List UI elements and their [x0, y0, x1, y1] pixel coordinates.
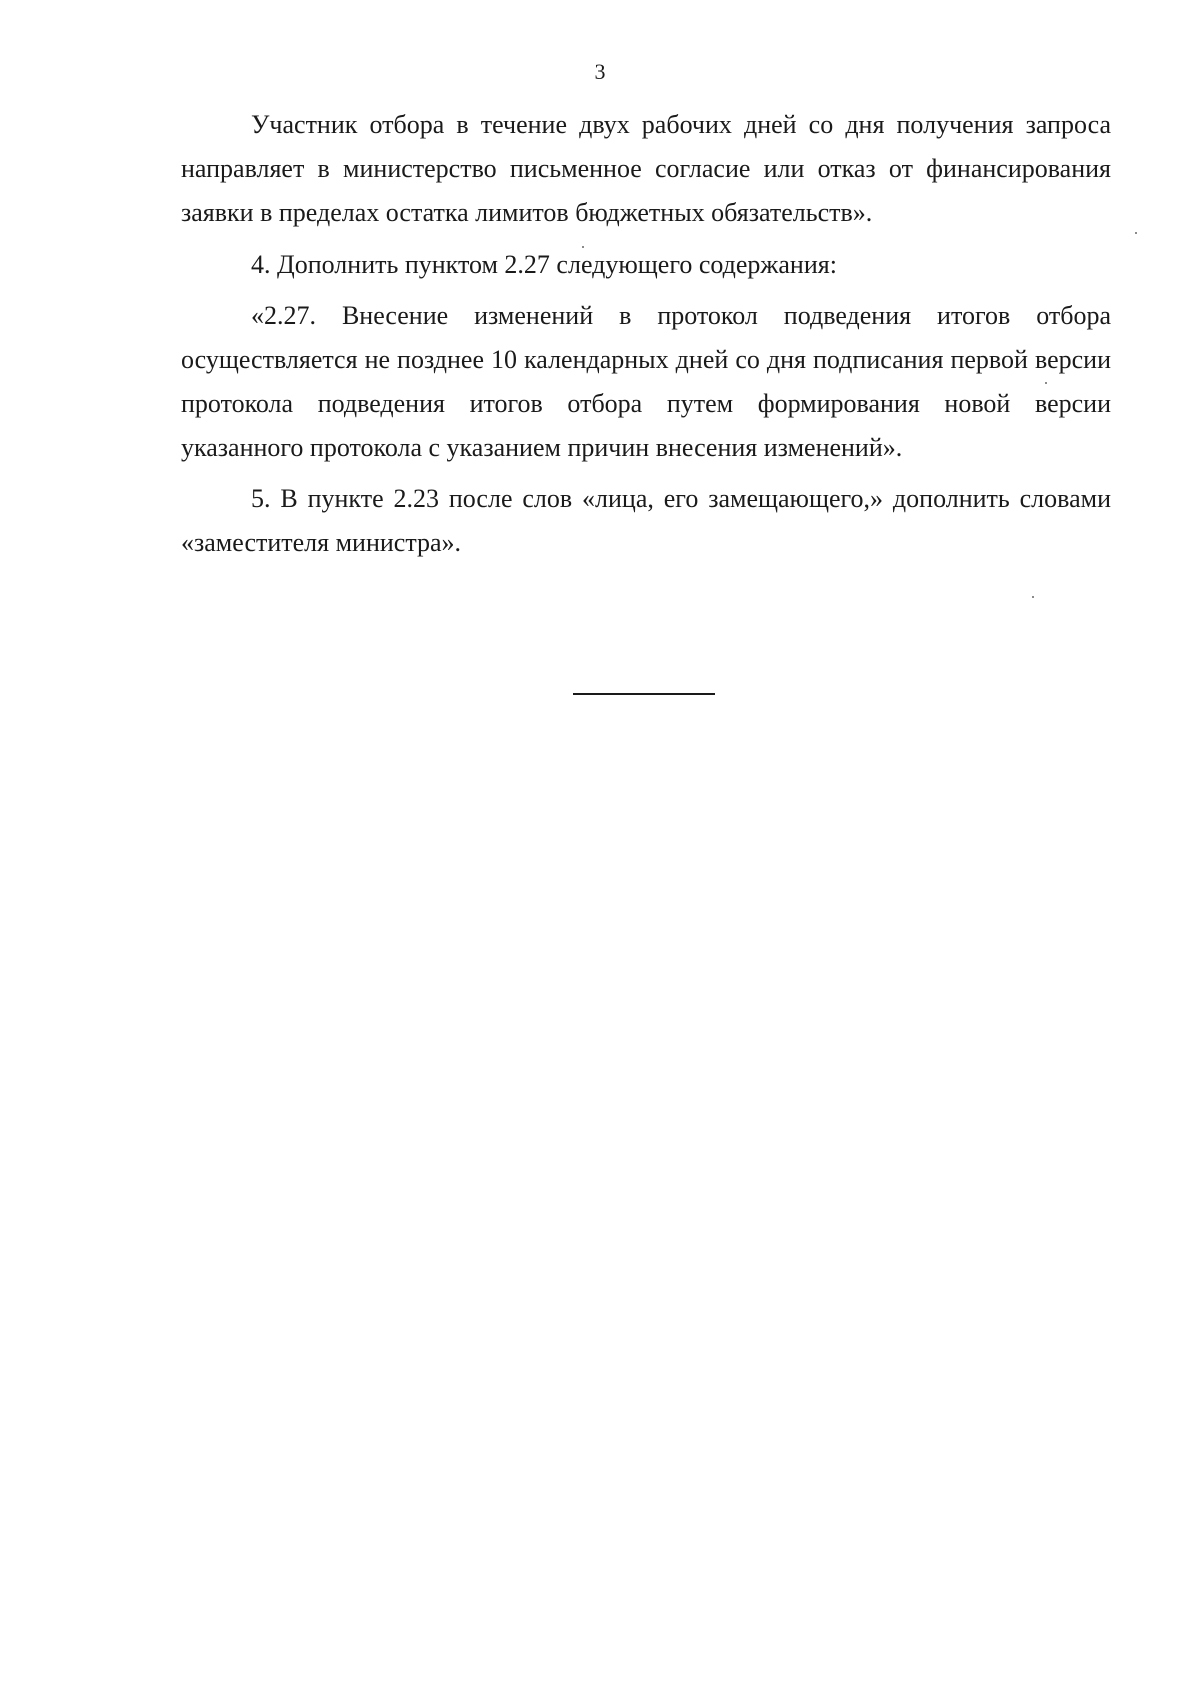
- scan-speck: [1032, 596, 1034, 598]
- paragraph-participant-response: Участник отбора в течение двух рабочих дней со дня получения запроса направляет в министерство письменное согласие или отказ от финансирования заявки в пределах остатка лимитов бюджетных обязательств».: [181, 110, 1111, 227]
- paragraph-item-5: 5. В пункте 2.23 после слов «лица, его замещающего,» дополнить словами «заместителя министра».: [181, 484, 1111, 557]
- end-divider-line: [573, 693, 715, 695]
- scan-speck: [1135, 232, 1137, 234]
- document-body: [181, 103, 1111, 572]
- paragraph-item-4: 4. Дополнить пунктом 2.27 следующего содержания:: [251, 250, 837, 279]
- paragraph-clause-2-27: «2.27. Внесение изменений в протокол подведения итогов отбора осуществляется не позднее 10 календарных дней со дня подписания первой версии протокола подведения итогов отбора путем формирования новой версии указанного протокола с указанием причин внесения изменений».: [181, 301, 1111, 462]
- scan-speck: [582, 246, 584, 248]
- page-number: 3: [594, 59, 606, 84]
- scan-speck: [1045, 382, 1047, 384]
